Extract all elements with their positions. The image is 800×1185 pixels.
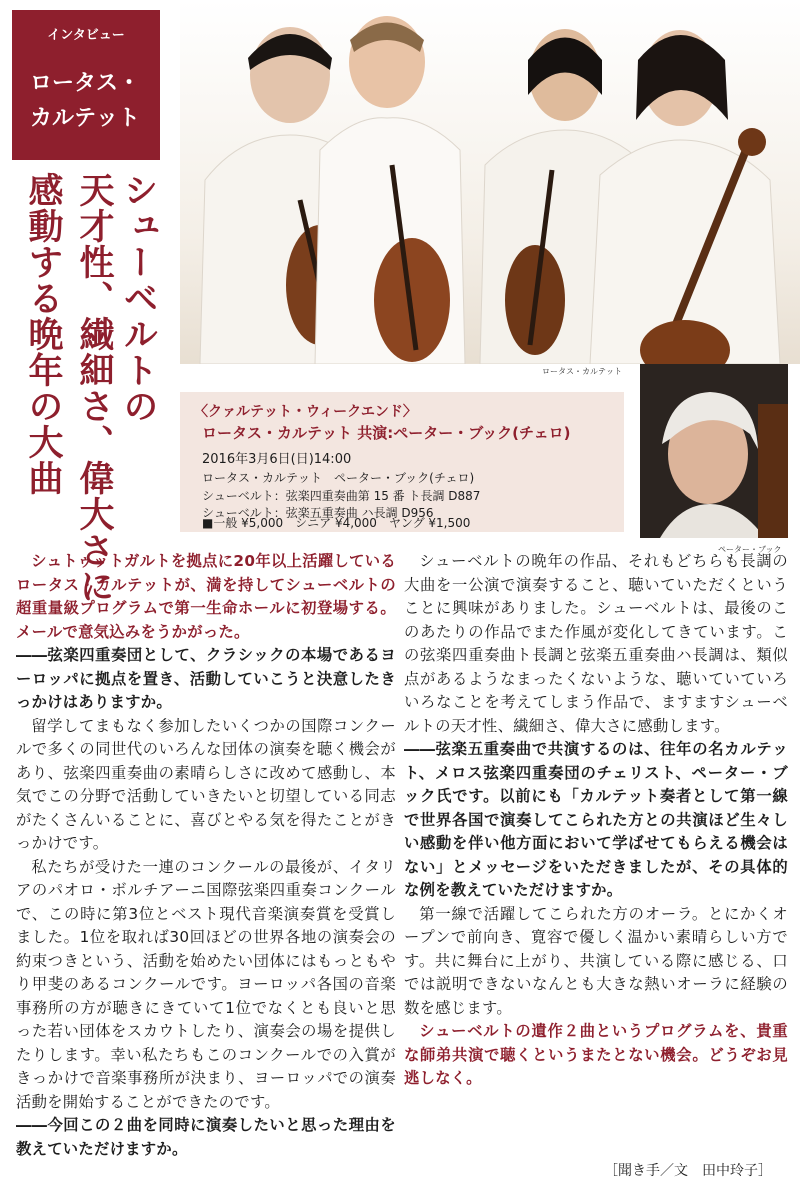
cello-scroll	[738, 128, 766, 156]
concert-performers: ロータス・カルテット ペーター・ブック(チェロ)	[202, 471, 475, 485]
answer-2: 私たちが受けた一連のコンクールの最後が、イタリアのパオロ・ボルチアーニ国際弦楽四重奏コンクールで、この時に第3位とベスト現代音楽演奏賞を受賞しました。1位を取れば30回ほどの世界各地の演奏会の約束つきという、活動を始めたい団体にはもっともやり甲斐のあるコンクールです。ヨーロッパ各国の音楽事務所の方が聴きにきていて1位でなくとも良いと思った若い団体をスカウトしたり、演奏会の場を提供したりします。幸い私たちもこのコンクールでの入賞がきっかけで音楽事務所が決まり、ヨーロッパでの演奏活動を開始することができたのです。	[16, 857, 396, 1111]
concert-info-box	[180, 392, 624, 532]
answer-4: 第一線で活躍してこられた方のオーラ。とにかくオープンで前向き、寛容で優しく温かい素晴らしい方です。共に舞台に上がり、共演している際に感じる、口では説明できないなんとも大きな熱いオーラに経験の数を感じます。	[404, 904, 788, 1017]
quartet-photo	[180, 0, 800, 364]
concert-program-2: シューベルト：弦楽五重奏曲 ハ長調 D956	[202, 506, 434, 520]
quartet-photo-caption: ロータス・カルテット	[542, 367, 622, 376]
section-tag-box	[12, 10, 160, 160]
article-closing: シューベルトの遺作２曲というプログラムを、貴重な師弟共演で聴くというまたとない機会。どうぞお見逃しなく。	[404, 1022, 788, 1087]
answer-1: 留学してまもなく参加したいくつかの国際コンクールで多くの同世代のいろんな団体の演奏を聴く機会があり、弦楽四重奏曲の素晴らしさに改めて感動し、本気でこの分野で活動していきたいと切望している同志がたくさんいることに、喜びとやる気を得たことがきっかけです。	[16, 716, 396, 852]
concert-series: 〈クァルテット・ウィークエンド〉	[194, 404, 417, 420]
question-1: ――弦楽四重奏団として、クラシックの本場であるヨーロッパに拠点を置き、活動していこうと決意したきっかけはありますか。	[16, 646, 396, 711]
headline-line2: 天才性、繊細さ、偉大さに	[74, 172, 114, 604]
answer-3: シューベルトの晩年の作品、それもどちらも長調の大曲を一公演で演奏すること、聴いていただくということに興味がありました。シューベルトは、最後のこのあたりの作品でまた作風が変化してきています。この弦楽四重奏曲ト長調と弦楽五重奏曲ハ長調は、類似点があるようなまったくないような、聴いていていろいろなことを考えてしまう作品で、ますますシューベルトの天才性、繊細さ、偉大さに感動します。	[404, 552, 788, 735]
article-column-left	[16, 550, 396, 1161]
portrait-cello	[758, 404, 788, 538]
section-tag-label: インタビュー	[47, 28, 125, 43]
section-title	[30, 66, 140, 136]
article-lead: シュトゥットガルトを拠点に20年以上活躍しているロータス・カルテットが、満を持してシューベルトの超重量級プログラムで第一生命ホールに初登場する。メールで意気込みをうかがった。	[16, 552, 396, 641]
quartet-illustration	[180, 0, 800, 364]
portrait-illustration	[640, 364, 788, 538]
section-title-line2: カルテット	[30, 106, 141, 131]
concert-prices: ■一般 ¥5,000 シニア ¥4,000 ヤング ¥1,500	[202, 516, 471, 530]
question-3: ――弦楽五重奏曲で共演するのは、往年の名カルテット、メロス弦楽四重奏団のチェリスト、ペーター・ブック氏です。以前にも「カルテット奏者として第一線で世界各国で演奏してこられた方との共演ほど生々しい感動を伴い他方面において学ばせてもらえる機会はない」とメッセージをいただきましたが、その具体的な例を教えていただけますか。	[404, 740, 788, 899]
section-title-line1: ロータス・	[30, 71, 141, 96]
headline-line1: シューベルトの	[118, 172, 158, 424]
article-credit: ［聞き手／文 田中玲子］	[604, 1163, 772, 1179]
question-2: ――今回この２曲を同時に演奏したいと思った理由を教えていただけますか。	[16, 1116, 396, 1158]
portrait-photo	[640, 364, 788, 538]
concert-program-1: シューベルト：弦楽四重奏曲第 15 番 ト長調 D887	[202, 489, 481, 503]
portrait-caption: ペーター・ブック	[718, 545, 782, 554]
headline-line3: 感動する晩年の大曲	[23, 172, 63, 496]
article-column-right	[404, 550, 788, 1091]
concert-title: ロータス・カルテット 共演:ペーター・ブック(チェロ)	[202, 424, 571, 442]
concert-date: 2016年3月6日(日)14:00	[202, 452, 352, 467]
